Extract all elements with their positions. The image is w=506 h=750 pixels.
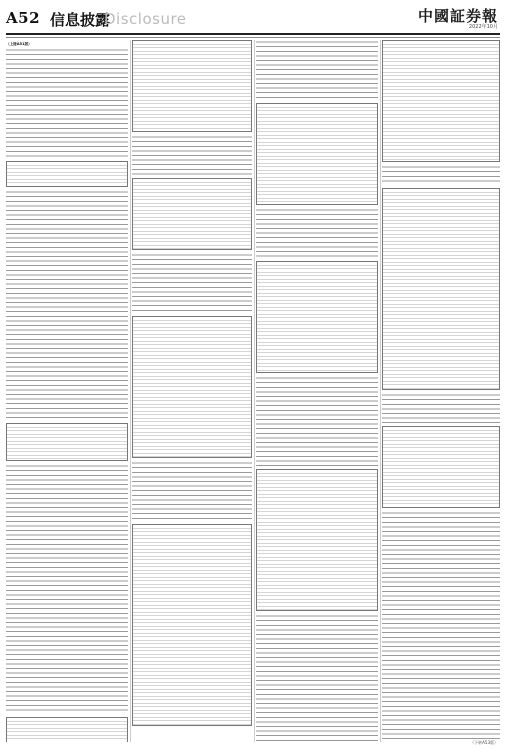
data-table — [132, 40, 252, 132]
body-paragraph — [132, 253, 252, 313]
body-paragraph — [382, 165, 500, 185]
text-column-3 — [256, 40, 378, 742]
data-table — [382, 188, 500, 390]
column-divider — [380, 40, 381, 742]
data-table — [6, 423, 128, 461]
data-table — [132, 316, 252, 458]
data-table — [256, 261, 378, 373]
section-title-en: Disclosure — [104, 10, 187, 28]
body-paragraph — [256, 40, 378, 100]
column-divider — [130, 40, 131, 742]
body-paragraph — [6, 190, 128, 420]
data-table — [6, 161, 128, 187]
masthead-rule — [6, 33, 500, 35]
body-paragraph — [256, 208, 378, 258]
issue-date: 2022年10月 — [468, 24, 498, 30]
body-paragraph — [6, 464, 128, 714]
body-paragraph — [132, 135, 252, 175]
masthead-rule-thin — [6, 37, 500, 38]
data-table — [6, 717, 128, 742]
data-table — [256, 469, 378, 611]
newspaper-logo: 中國証券報 — [417, 7, 498, 25]
continued-from-label: （上接A51版） — [6, 42, 32, 46]
data-table — [382, 426, 500, 508]
data-table — [382, 40, 500, 162]
body-paragraph — [256, 614, 378, 742]
data-table — [132, 524, 252, 726]
body-paragraph — [132, 461, 252, 521]
section-title: 信息披露 — [50, 11, 111, 29]
text-column-1 — [6, 40, 128, 742]
continued-to-label: （下转A53版） — [470, 740, 498, 745]
body-paragraph — [256, 376, 378, 466]
text-column-2 — [132, 40, 252, 742]
text-column-4 — [382, 40, 500, 742]
column-divider — [254, 40, 255, 742]
body-paragraph — [382, 511, 500, 742]
data-table — [132, 178, 252, 250]
body-paragraph — [6, 48, 128, 158]
body-paragraph — [382, 393, 500, 423]
data-table — [256, 103, 378, 205]
page-number: A52 — [6, 9, 41, 27]
masthead — [6, 6, 500, 32]
